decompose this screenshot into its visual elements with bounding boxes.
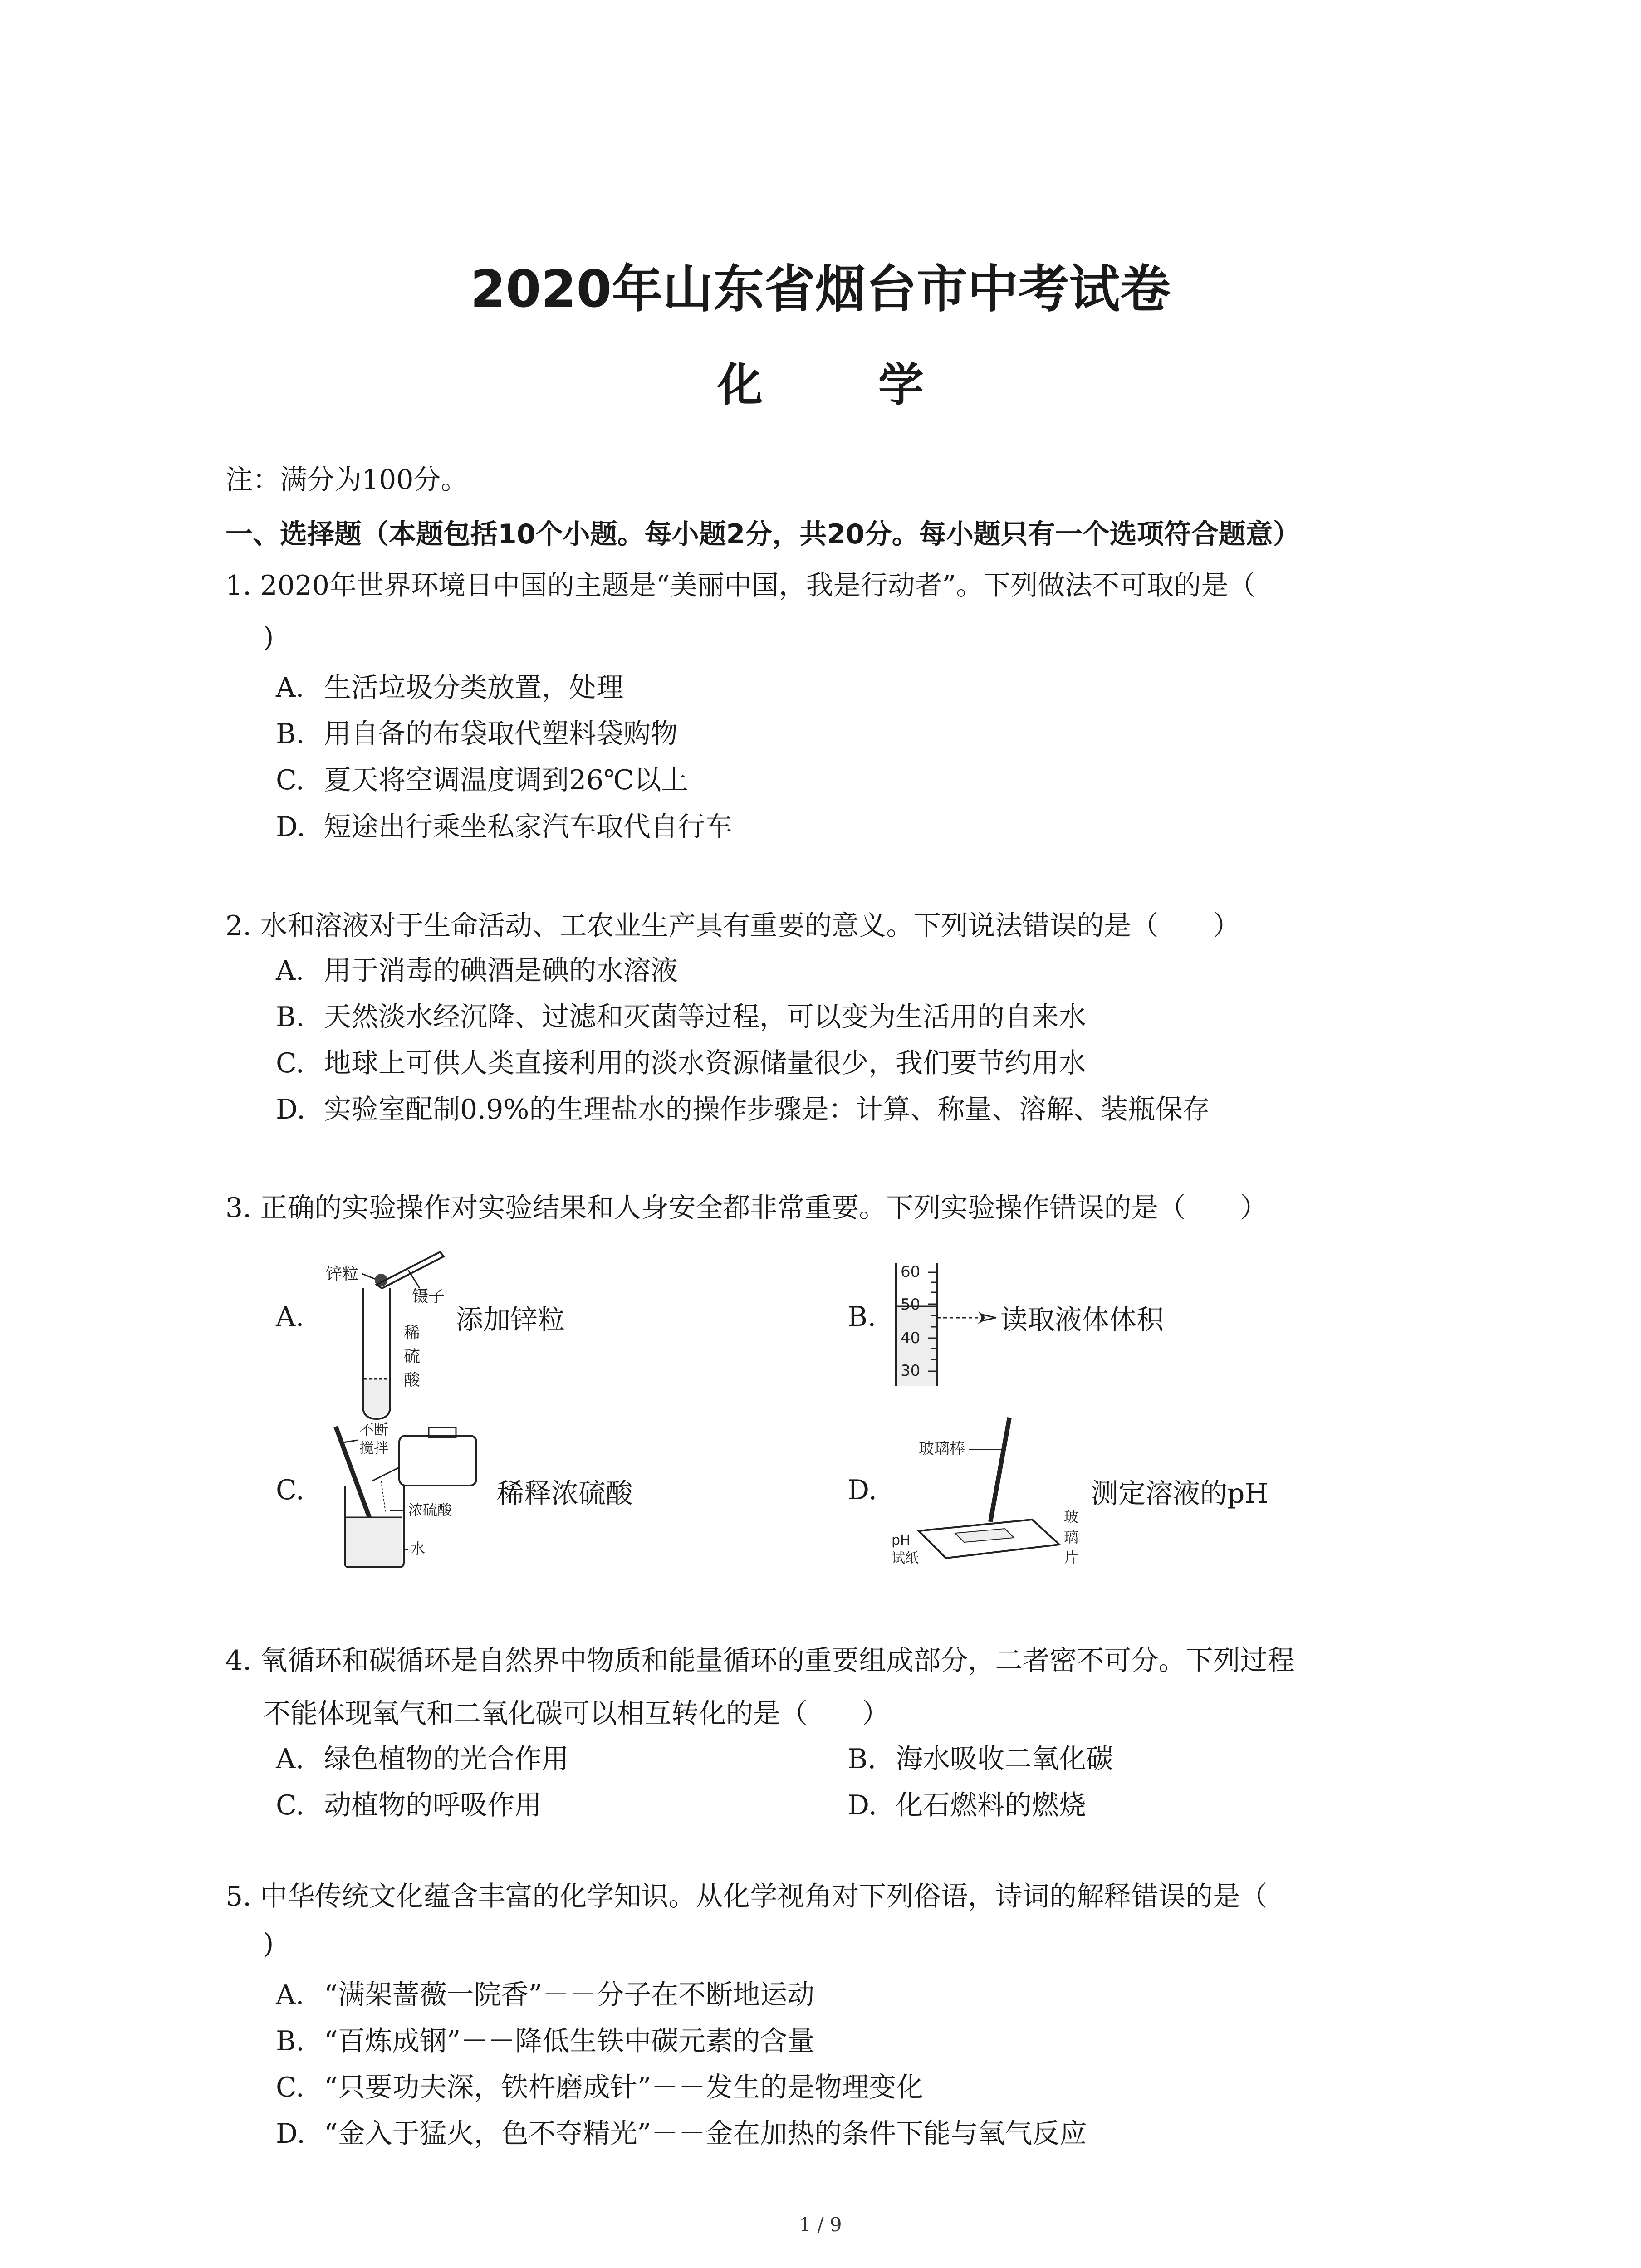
question-5-option-c: C. “只要功夫深，铁杵磨成针”－－发生的是物理变化 <box>276 2072 924 2103</box>
tweezers-label: 镊子 <box>412 1287 445 1306</box>
question-4-option-c: C. 动植物的呼吸作用 <box>276 1789 542 1821</box>
page-subtitle: 化 学 <box>717 358 974 411</box>
tick-60: 60 <box>901 1263 921 1281</box>
ph-paper-label-2: 试纸 <box>892 1550 919 1566</box>
question-3-option-a-text: 添加锌粒 <box>456 1304 565 1336</box>
score-note: 注：满分为100分。 <box>225 464 468 496</box>
question-1-option-d: D. 短途出行乘坐私家汽车取代自行车 <box>276 811 732 843</box>
question-5-option-d: D. “金入于猛火，色不夺精光”－－金在加热的条件下能与氧气反应 <box>276 2118 1087 2150</box>
ph-paper-label-1: pH <box>892 1532 911 1548</box>
eye-icon <box>978 1311 985 1324</box>
question-4-stem-cont: 不能体现氧气和二氧化碳可以相互转化的是（ ） <box>263 1698 889 1730</box>
question-3-option-b-text: 读取液体体积 <box>1000 1304 1164 1336</box>
question-1-stem: 1. 2020年世界环境日中国的主题是“美丽中国，我是行动者”。下列做法不可取的是（ <box>225 570 1256 601</box>
question-2-option-a: A. 用于消毒的碘酒是碘的水溶液 <box>276 955 678 987</box>
acid-label-1: 稀 <box>404 1324 421 1342</box>
question-1-option-b: B. 用自备的布袋取代塑料袋购物 <box>276 718 678 750</box>
question-3-option-d-text: 测定溶液的pH <box>1091 1478 1269 1510</box>
question-3-option-c-letter: C. <box>276 1474 304 1506</box>
question-4-option-b: B. 海水吸收二氧化碳 <box>847 1743 1113 1775</box>
question-5-option-b: B. “百炼成钢”－－降低生铁中碳元素的含量 <box>276 2025 815 2057</box>
question-3-option-c-text: 稀释浓硫酸 <box>497 1478 633 1510</box>
tick-50: 50 <box>901 1295 921 1314</box>
question-3-option-a-letter: A. <box>276 1301 304 1333</box>
question-2-option-c: C. 地球上可供人类直接利用的淡水资源储量很少，我们要节约用水 <box>276 1047 1086 1079</box>
question-2-option-b: B. 天然淡水经沉降、过滤和灭菌等过程，可以变为生活用的自来水 <box>276 1001 1086 1033</box>
zinc-tweezers-figure <box>318 1243 472 1420</box>
question-1-stem-cont: ) <box>263 621 274 653</box>
question-2-option-d: D. 实验室配制0.9%的生理盐水的操作步骤是：计算、称量、溶解、装瓶保存 <box>276 1094 1210 1125</box>
question-3-option-d-letter: D. <box>847 1474 877 1506</box>
ph-test-figure <box>887 1408 1087 1581</box>
page-title: 2020年山东省烟台市中考试卷 <box>470 260 1171 319</box>
question-3-option-b-letter: B. <box>847 1301 877 1333</box>
page-number: 1 / 9 <box>799 2214 842 2236</box>
glass-plate-label-1: 玻 <box>1064 1508 1079 1525</box>
question-5-option-a: A. “满架蔷薇一院香”－－分子在不断地运动 <box>276 1979 815 2011</box>
question-5-stem: 5. 中华传统文化蕴含丰富的化学知识。从化学视角对下列俗语，诗词的解释错误的是（ <box>225 1881 1268 1912</box>
tick-40: 40 <box>901 1329 921 1347</box>
question-4-stem: 4. 氧循环和碳循环是自然界中物质和能量循环的重要组成部分，二者密不可分。下列过程 <box>225 1645 1295 1677</box>
acid-label-3: 酸 <box>404 1371 421 1389</box>
question-3-stem: 3. 正确的实验操作对实验结果和人身安全都非常重要。下列实验操作错误的是（ ） <box>225 1192 1268 1224</box>
question-4-option-d: D. 化石燃料的燃烧 <box>847 1789 1086 1821</box>
question-4-option-a: A. 绿色植物的光合作用 <box>276 1743 569 1775</box>
question-1-option-c: C. 夏天将空调温度调到26℃以上 <box>276 764 689 796</box>
question-2-stem: 2. 水和溶液对于生命活动、工农业生产具有重要的意义。下列说法错误的是（ ） <box>225 910 1240 942</box>
question-1-option-a: A. 生活垃圾分类放置，处理 <box>276 672 623 704</box>
stir-label-2: 搅拌 <box>359 1439 389 1457</box>
acid-label-2: 硫 <box>404 1347 421 1366</box>
glass-rod-label: 玻璃棒 <box>919 1440 965 1458</box>
dilute-acid-figure <box>318 1418 499 1572</box>
section-heading: 一、选择题（本题包括10个小题。每小题2分，共20分。每小题只有一个选项符合题意） <box>225 518 1300 550</box>
conc-acid-label: 浓硫酸 <box>408 1501 452 1519</box>
stir-label-1: 不断 <box>359 1421 389 1438</box>
question-5-stem-cont: ) <box>263 1928 274 1960</box>
glass-plate-label-3: 片 <box>1064 1549 1079 1566</box>
zinc-label: 锌粒 <box>326 1265 359 1283</box>
tick-30: 30 <box>901 1362 921 1380</box>
water-label: 水 <box>411 1540 426 1557</box>
glass-plate-label-2: 璃 <box>1064 1529 1079 1546</box>
cylinder-reading-figure <box>887 1259 1009 1390</box>
